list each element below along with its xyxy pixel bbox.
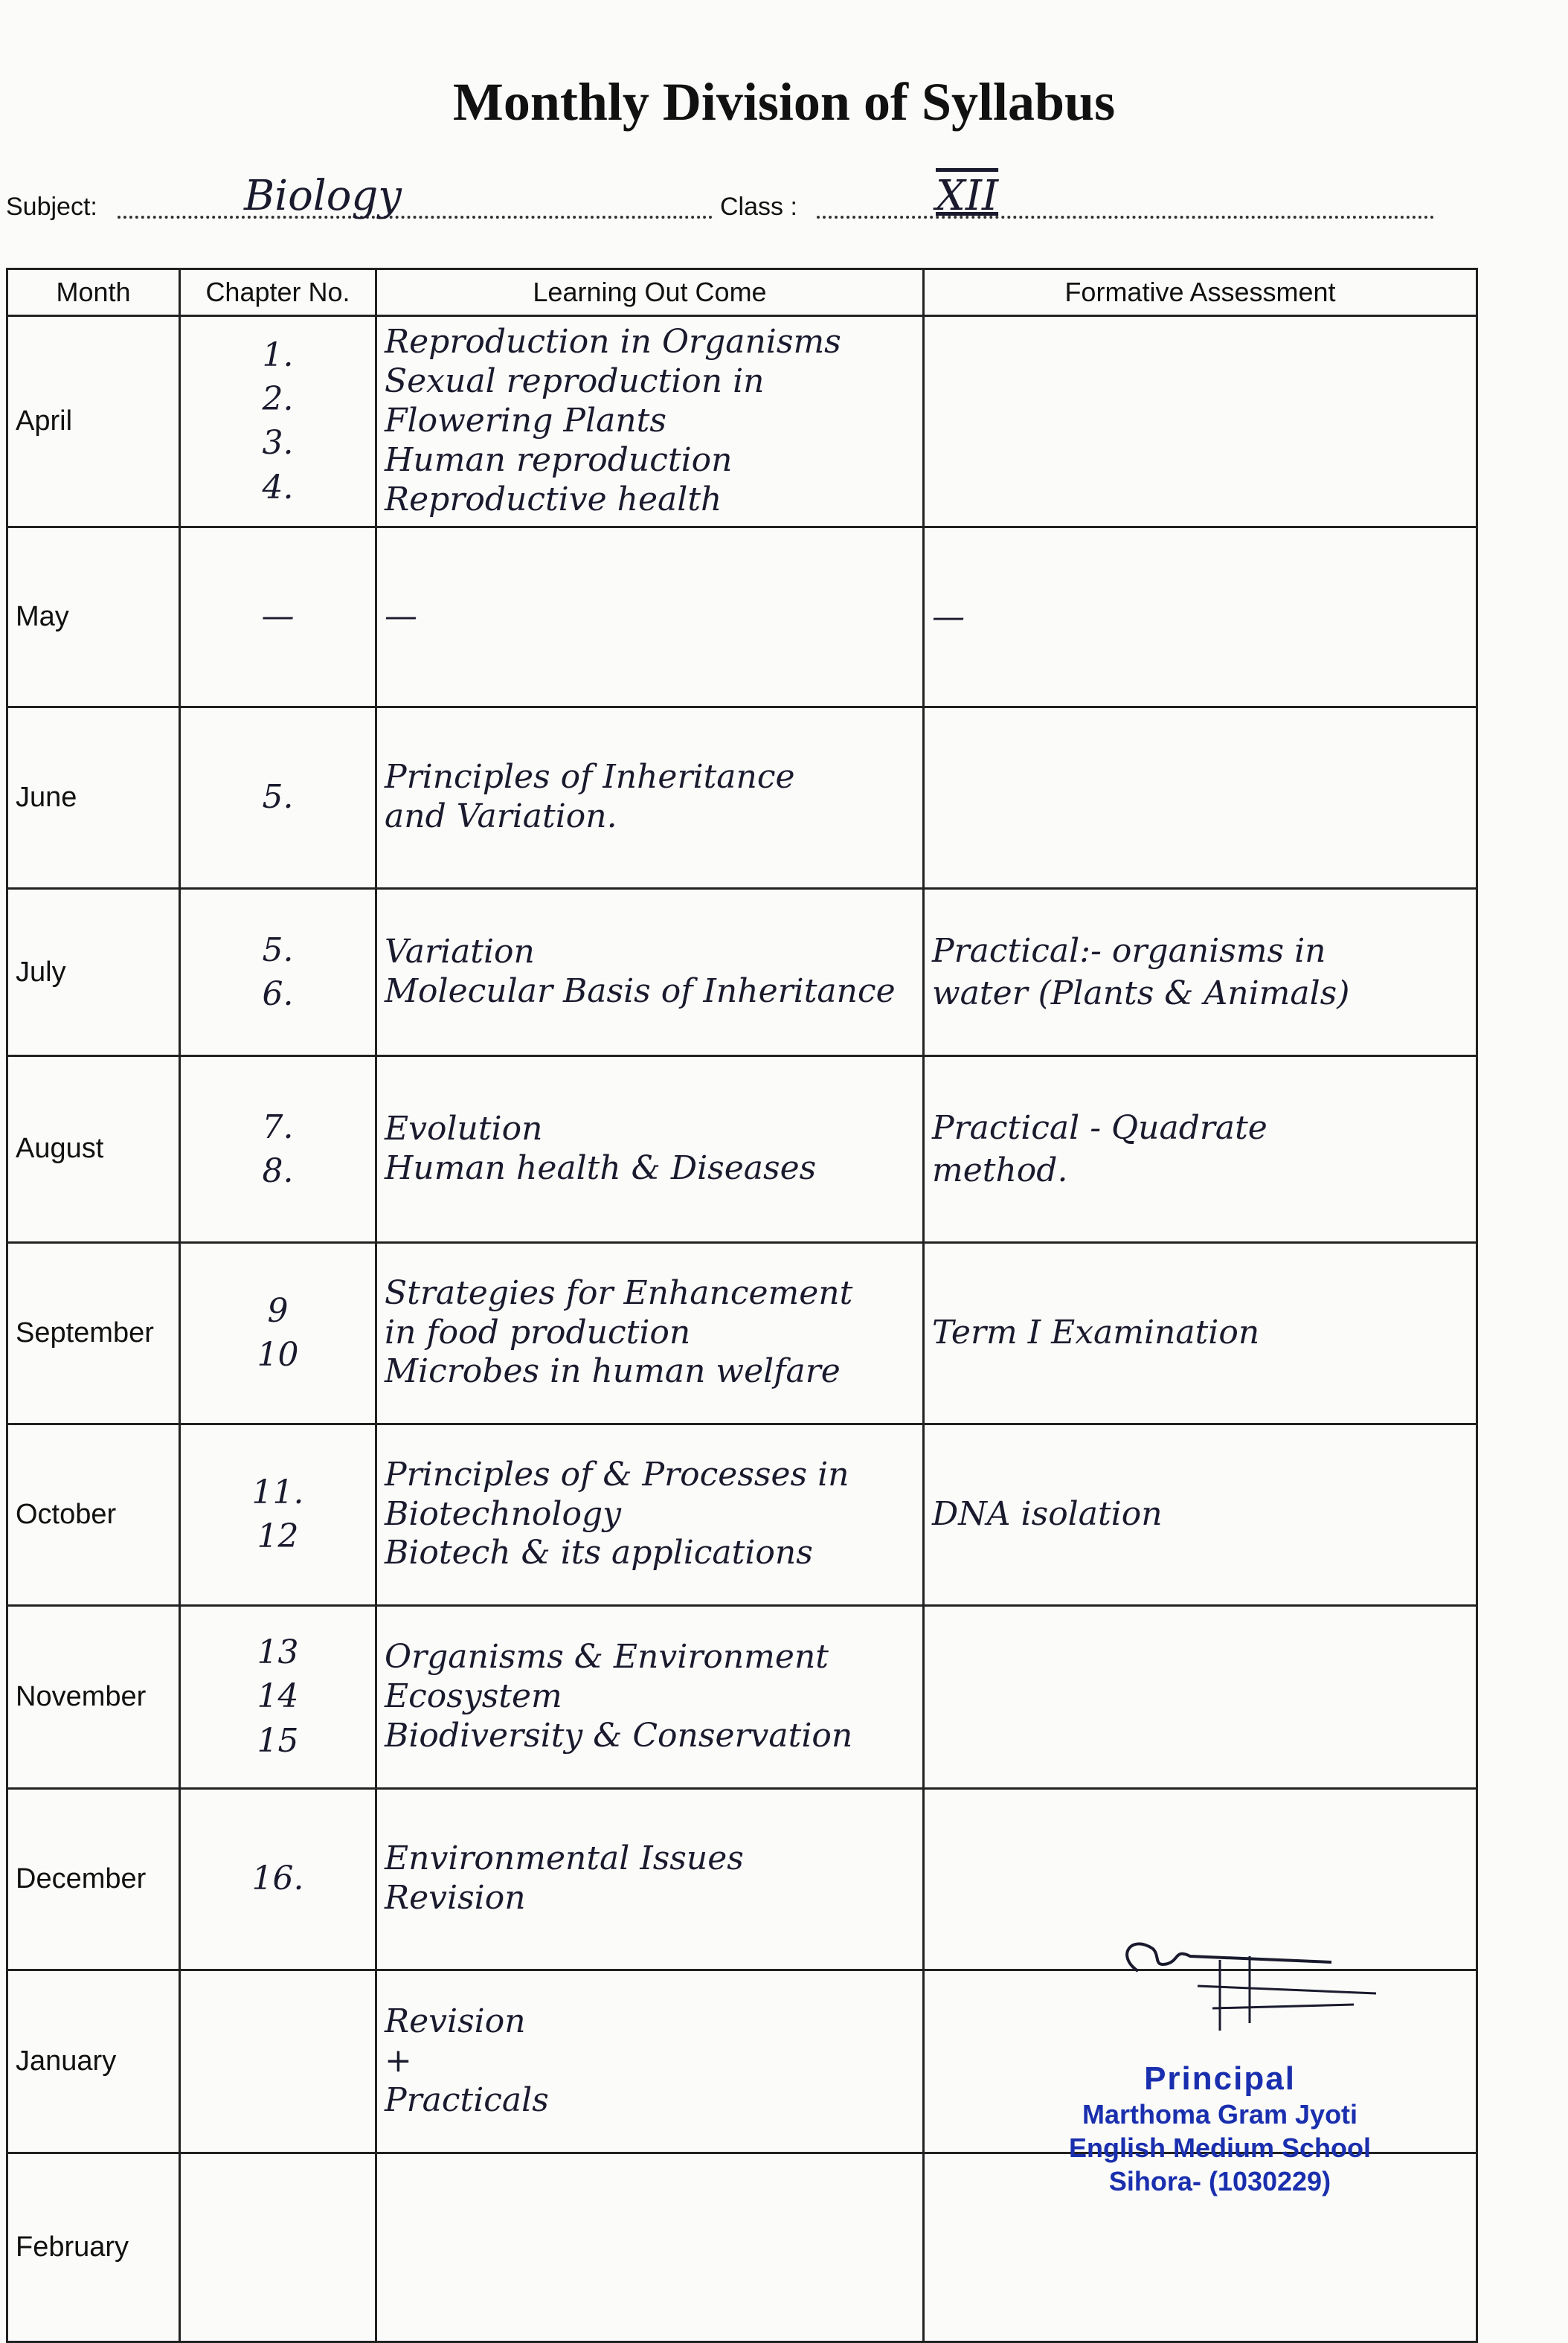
learning-outcome-cell-line: Ecosystem bbox=[385, 1677, 562, 1715]
table-row bbox=[7, 1242, 1477, 1424]
assessment-cell-line: method. bbox=[932, 1151, 1068, 1189]
learning-outcome-cell bbox=[376, 1056, 924, 1242]
month-cell: September bbox=[7, 1242, 180, 1424]
assessment-cell bbox=[924, 1605, 1477, 1788]
header-formative-assessment: Formative Assessment bbox=[924, 269, 1477, 316]
learning-outcome-cell-line: Variation bbox=[385, 933, 535, 971]
learning-outcome-cell bbox=[376, 316, 924, 527]
subject-dotted-line bbox=[118, 216, 713, 219]
learning-outcome-cell-line: Reproduction in Organisms bbox=[385, 323, 841, 361]
chapter-cell-line: 1. bbox=[262, 335, 294, 374]
header-month: Month bbox=[7, 269, 180, 316]
meta-row bbox=[6, 170, 1553, 229]
table-row bbox=[7, 316, 1477, 527]
chapter-cell-line: 10 bbox=[257, 1336, 299, 1375]
stamp-line-3: Sihora- (1030229) bbox=[1108, 2166, 1331, 2196]
class-dotted-line bbox=[817, 216, 1434, 219]
learning-outcome-cell bbox=[376, 1970, 924, 2153]
learning-outcome-cell-line: Principles of & Processes in bbox=[385, 1455, 849, 1494]
chapter-cell bbox=[180, 1056, 376, 1242]
stamp-line-1: Marthoma Gram Jyoti bbox=[1082, 2099, 1358, 2130]
principal-stamp bbox=[1026, 2060, 1413, 2198]
stamp-line-2: English Medium School bbox=[1068, 2133, 1372, 2163]
learning-outcome-cell-line: Practicals bbox=[385, 2080, 549, 2119]
chapter-cell-line: 13 bbox=[257, 1633, 299, 1672]
assessment-cell-line: water (Plants & Animals) bbox=[932, 974, 1350, 1013]
learning-outcome-cell-line: Environmental Issues bbox=[385, 1839, 744, 1878]
learning-outcome-cell bbox=[376, 1424, 924, 1605]
assessment-cell bbox=[924, 1056, 1477, 1242]
month-cell: February bbox=[7, 2153, 180, 2342]
page-title: Monthly Division of Syllabus bbox=[452, 72, 1116, 132]
learning-outcome-cell-line: Microbes in human welfare bbox=[385, 1352, 841, 1391]
chapter-cell-line: 5. bbox=[262, 931, 294, 969]
assessment-cell bbox=[924, 1424, 1477, 1605]
chapter-cell bbox=[180, 888, 376, 1056]
learning-outcome-cell bbox=[376, 1605, 924, 1788]
learning-outcome-cell-line: — bbox=[385, 597, 417, 635]
learning-outcome-cell-line: Biotech & its applications bbox=[385, 1534, 813, 1572]
month-cell: May bbox=[7, 527, 180, 707]
learning-outcome-cell-line: Reproductive health bbox=[385, 480, 722, 518]
learning-outcome-cell-line: Human health & Diseases bbox=[385, 1148, 817, 1187]
month-cell: August bbox=[7, 1056, 180, 1242]
chapter-cell bbox=[180, 1424, 376, 1605]
class-value: XII bbox=[936, 172, 999, 220]
month-cell: October bbox=[7, 1424, 180, 1605]
assessment-cell bbox=[924, 888, 1477, 1056]
assessment-cell bbox=[924, 527, 1477, 707]
header-row bbox=[7, 269, 1477, 316]
learning-outcome-cell-line: Sexual reproduction in Flowering Plants bbox=[385, 362, 765, 440]
month-cell: November bbox=[7, 1605, 180, 1788]
chapter-cell bbox=[180, 527, 376, 707]
learning-outcome-cell bbox=[376, 1242, 924, 1424]
header-learning-outcome: Learning Out Come bbox=[376, 269, 924, 316]
month-cell: December bbox=[7, 1788, 180, 1970]
chapter-cell bbox=[180, 2153, 376, 2342]
chapter-cell bbox=[180, 316, 376, 527]
learning-outcome-cell-line: and Variation. bbox=[385, 797, 617, 836]
subject-value: Biology bbox=[244, 172, 402, 220]
table-row bbox=[7, 1056, 1477, 1242]
learning-outcome-cell bbox=[376, 1788, 924, 1970]
learning-outcome-cell-line: Revision bbox=[385, 2002, 526, 2041]
assessment-cell-line: — bbox=[932, 597, 965, 636]
learning-outcome-cell-line: Human reproduction bbox=[385, 440, 733, 479]
header-chapter: Chapter No. bbox=[180, 269, 376, 316]
chapter-cell-line: 8. bbox=[262, 1151, 294, 1190]
learning-outcome-cell bbox=[376, 888, 924, 1056]
learning-outcome-cell-line: Biodiversity & Conservation bbox=[385, 1716, 853, 1755]
chapter-cell bbox=[180, 1242, 376, 1424]
table-row bbox=[7, 707, 1477, 888]
chapter-cell-line: 11. bbox=[251, 1473, 304, 1511]
assessment-cell bbox=[924, 1242, 1477, 1424]
learning-outcome-cell-line: Principles of Inheritance bbox=[385, 758, 795, 797]
chapter-cell bbox=[180, 1788, 376, 1970]
assessment-cell-line: DNA isolation bbox=[932, 1495, 1163, 1534]
table-row bbox=[7, 1424, 1477, 1605]
chapter-cell-line: 12 bbox=[257, 1517, 299, 1556]
month-cell: January bbox=[7, 1970, 180, 2153]
class-label: Class : bbox=[720, 193, 797, 221]
learning-outcome-cell-line: Strategies for Enhancement bbox=[385, 1273, 853, 1312]
chapter-cell-line: 6. bbox=[262, 975, 294, 1014]
table-row bbox=[7, 888, 1477, 1056]
table-row bbox=[7, 527, 1477, 707]
learning-outcome-cell bbox=[376, 527, 924, 707]
learning-outcome-cell-line: Evolution bbox=[385, 1110, 543, 1148]
chapter-cell-line: 5. bbox=[262, 778, 294, 817]
chapter-cell-line: 16. bbox=[251, 1860, 304, 1898]
learning-outcome-cell-line: Biotechnology bbox=[385, 1494, 622, 1533]
learning-outcome-cell-line: Revision bbox=[385, 1879, 526, 1918]
table-row bbox=[7, 1605, 1477, 1788]
chapter-cell bbox=[180, 707, 376, 888]
chapter-cell bbox=[180, 1970, 376, 2153]
month-cell: July bbox=[7, 888, 180, 1056]
learning-outcome-cell-line: Organisms & Environment bbox=[385, 1637, 829, 1676]
learning-outcome-cell-line: Molecular Basis of Inheritance bbox=[385, 972, 896, 1011]
learning-outcome-cell-line: in food production bbox=[385, 1313, 691, 1352]
chapter-cell-line: 7. bbox=[262, 1108, 294, 1146]
stamp-title: Principal bbox=[1144, 2060, 1296, 2097]
learning-outcome-cell bbox=[376, 2153, 924, 2342]
chapter-cell-line: 15 bbox=[257, 1721, 299, 1760]
chapter-cell-line: 3. bbox=[262, 424, 294, 463]
learning-outcome-cell bbox=[376, 707, 924, 888]
chapter-cell-line: — bbox=[261, 597, 295, 636]
month-cell: June bbox=[7, 707, 180, 888]
chapter-cell-line: 9 bbox=[267, 1291, 289, 1330]
subject-label: Subject: bbox=[6, 193, 97, 221]
assessment-cell-line: Practical:- organisms in bbox=[932, 931, 1326, 970]
chapter-cell-line: 4. bbox=[262, 468, 294, 507]
month-cell: April bbox=[7, 316, 180, 527]
assessment-cell-line: Term I Examination bbox=[932, 1314, 1260, 1352]
assessment-cell-line: Practical - Quadrate bbox=[932, 1108, 1267, 1147]
chapter-cell bbox=[180, 1605, 376, 1788]
chapter-cell-line: 14 bbox=[257, 1677, 299, 1716]
assessment-cell bbox=[924, 707, 1477, 888]
assessment-cell bbox=[924, 316, 1477, 527]
learning-outcome-cell-line: + bbox=[385, 2041, 412, 2080]
signature-mark bbox=[1108, 1926, 1391, 2038]
chapter-cell-line: 2. bbox=[262, 379, 294, 418]
